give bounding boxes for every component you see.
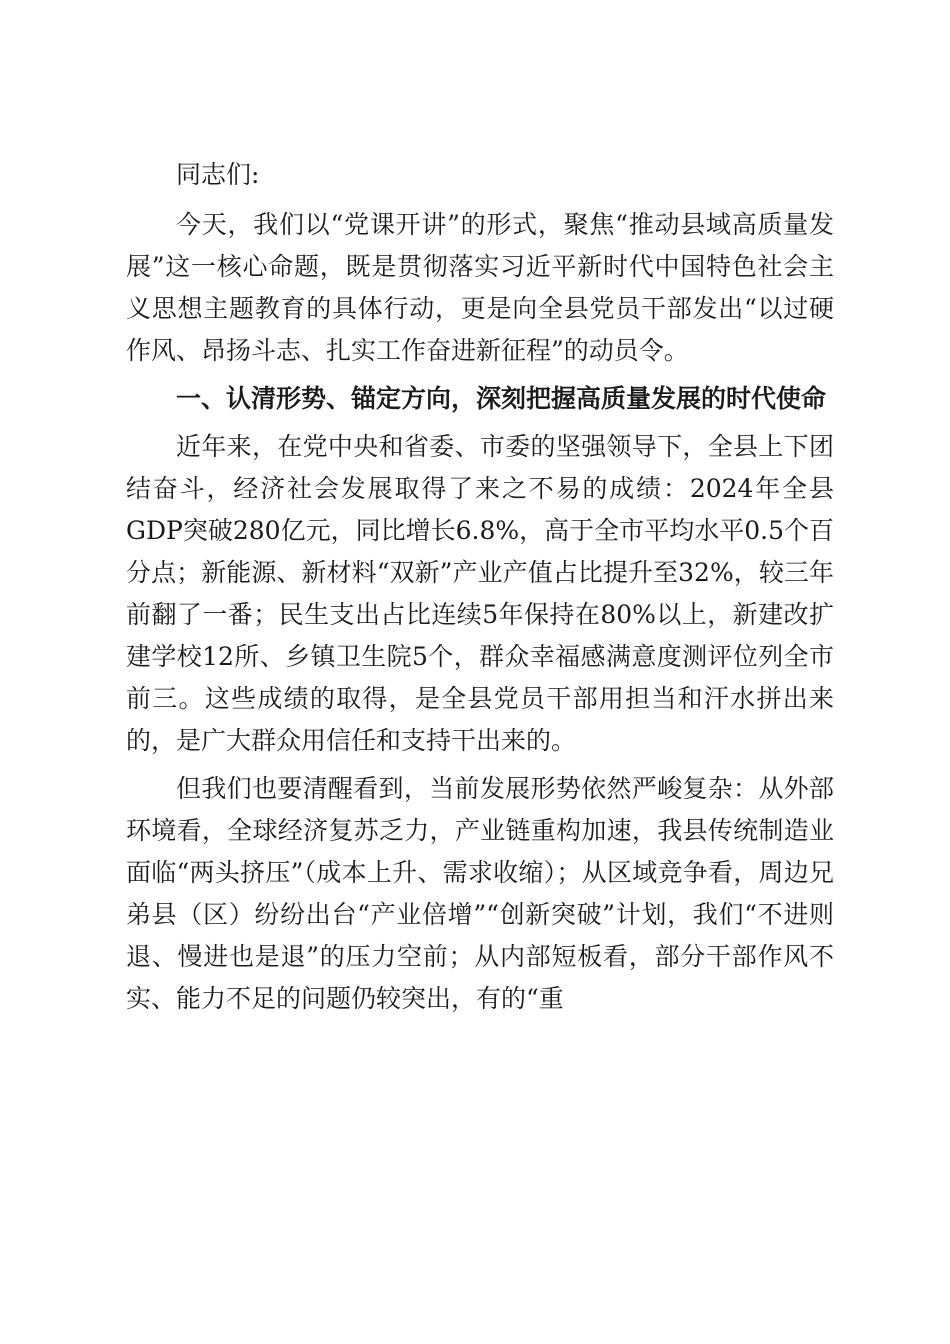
body-paragraph: 近年来，在党中央和省委、市委的坚强领导下，全县上下团结奋斗，经济社会发展取得了来之不易的成绩：2024年全县GDP突破280亿元，同比增长6.8%，高于全市平均水平0.5个百分点；新能源、新材料“双新”产业产值占比提升至32%，较三年前翻了一番；民生支出占比连续5年保持在80%以上，新建改扩建学校12所、乡镇卫生院5个，群众幸福感满意度测评位列全市前三。这些成绩的取得，是全县党员干部用担当和汗水拼出来的，是广大群众用信任和支持干出来的。 [126,432,834,755]
body-paragraph: 但我们也要清醒看到，当前发展形势依然严峻复杂：从外部环境看，全球经济复苏乏力，产业链重构加速，我县传统制造业面临“两头挤压”（成本上升、需求收缩）；从区域竞争看，周边兄弟县（区）纷纷出台“产业倍增”“创新突破”计划，我们“不进则退、慢进也是退”的压力空前；从内部短板看，部分干部作风不实、能力不足的问题仍较突出，有的“重 [126,774,834,1013]
document-body [126,154,834,1026]
intro-paragraph: 今天，我们以“党课开讲”的形式，聚焦“推动县域高质量发展”这一核心命题，既是贯彻落实习近平新时代中国特色社会主义思想主题教育的具体行动，更是向全县党员干部发出“以过硬作风、昂扬斗志、扎实工作奋进新征程”的动员令。 [126,210,834,365]
salutation: 同志们: [176,160,260,189]
section-heading: 一、认清形势、锚定方向，深刻把握高质量发展的时代使命 [176,384,827,413]
